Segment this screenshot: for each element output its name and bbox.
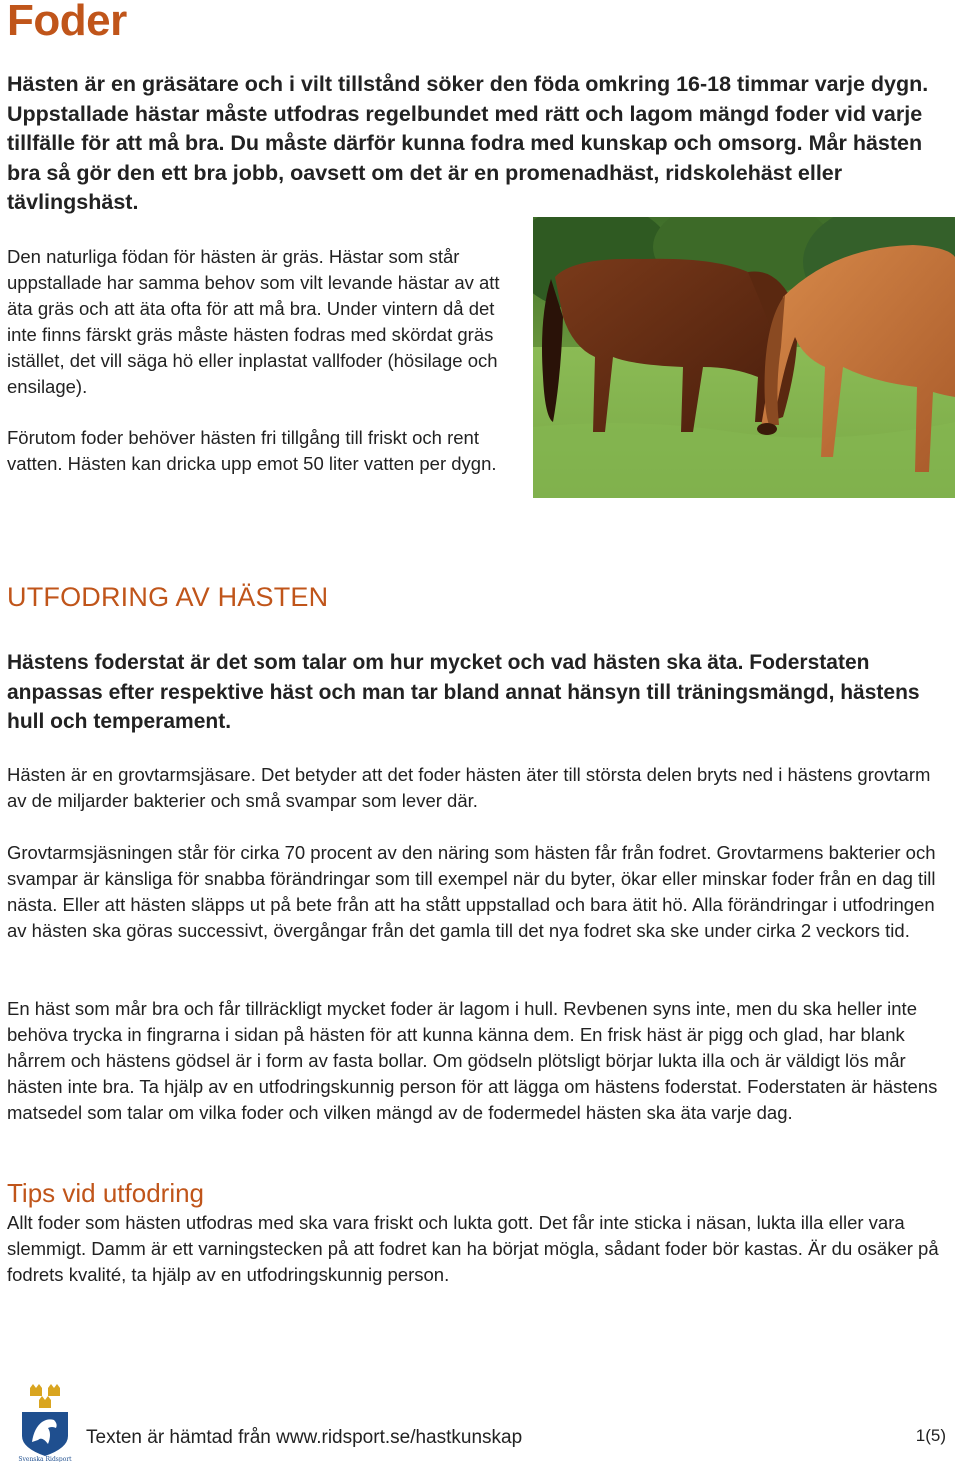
page-number: 1(5): [915, 1426, 946, 1445]
tips-paragraph: Allt foder som hästen utfodras med ska vara friskt och lukta gott. Det får inte sticka i näsan, lukta illa eller vara slemmigt. Damm är ett varningstecken på att fodret kan ha börjat mögla, sådant foder bör kastas. Är du osäker på fodrets kvalité, ta hjälp av en utfodringskunnig person.: [7, 1212, 939, 1285]
page-title: Foder: [7, 0, 127, 45]
intro-paragraph-water: Förutom foder behöver hästen fri tillgång till friskt och rent vatten. Hästen kan dricka upp emot 50 liter vatten per dygn.: [7, 427, 497, 474]
paragraph-grovtarmsjasning: Grovtarmsjäsningen står för cirka 70 procent av den näring som hästen får från fodret. Grovtarmens bakterier och svampar är känsliga för snabba förändringar som till exempel när du byter, ökar eller minskar foder från en dag till nästa. Eller att hästen släpps ut på bete från att ha stått uppstallad och bara ätit hö. Alla förändringar i utfodringen av hästen ska göras successivt, övergångar från det gamla till det nya fodret ska ske under cirka 2 veckors tid.: [7, 842, 936, 941]
section-heading-utfodring: UTFODRING AV HÄSTEN: [7, 582, 329, 612]
intro-paragraph-grass: Den naturliga födan för hästen är gräs. Hästar som står uppstallade har samma behov som vilt levande hästar av att äta gräs och att äta ofta för att må bra. Under vintern då det inte finns färskt gräs måste hästen fodras med skördat gräs istället, det vill säga hö eller inplastat vallfoder (hösilage och ensilage).: [7, 246, 500, 397]
section-lead: Hästens foderstat är det som talar om hur mycket och vad hästen ska äta. Foderstaten anpassas efter respektive häst och man tar bland annat hänsyn till träningsmängd, hästens hull och temperament.: [7, 651, 920, 733]
paragraph-grovtarm: Hästen är en grovtarmsjäsare. Det betyder att det foder hästen äter till största delen bryts ned i hästens grovtarm av de miljarder bakterier och små svampar som lever där.: [7, 764, 931, 811]
svenska-ridsport-logo: [14, 1384, 76, 1462]
tips-heading: Tips vid utfodring: [7, 1178, 205, 1208]
horses-grazing-photo: [533, 217, 955, 498]
logo-text: Svenska Ridsport: [18, 1456, 72, 1462]
paragraph-hull: En häst som mår bra och får tillräckligt mycket foder är lagom i hull. Revbenen syns inte, men du ska heller inte behöva trycka in fingrarna i sidan på hästen för att kunna känna dem. En frisk häst är pigg och glad, har blank hårrem och hästens gödsel är i form av fasta bollar. Om gödseln plötsligt börjar lukta illa och är väldigt lös mår hästen inte bra. Ta hjälp av en utfodringskunnig person för att lägga om hästens foderstat. Foderstaten är hästens matsedel som talar om vilka foder och vilken mängd av de fodermedel hästen ska äta varje dag.: [7, 998, 938, 1123]
intro-lead: Hästen är en gräsätare och i vilt tillstånd söker den föda omkring 16-18 timmar varje dygn. Uppstallade hästar måste utfodras regelbundet med rätt och lagom mängd foder vid varje tillfälle för att må bra. Du måste därför kunna fodra med kunskap och omsorg. Mår hästen bra så gör den ett bra jobb, oavsett om det är en promenadhäst, ridskolehäst eller tävlingshäst.: [7, 72, 929, 214]
footer-source-text: Texten är hämtad från www.ridsport.se/hastkunskap: [86, 1427, 523, 1448]
